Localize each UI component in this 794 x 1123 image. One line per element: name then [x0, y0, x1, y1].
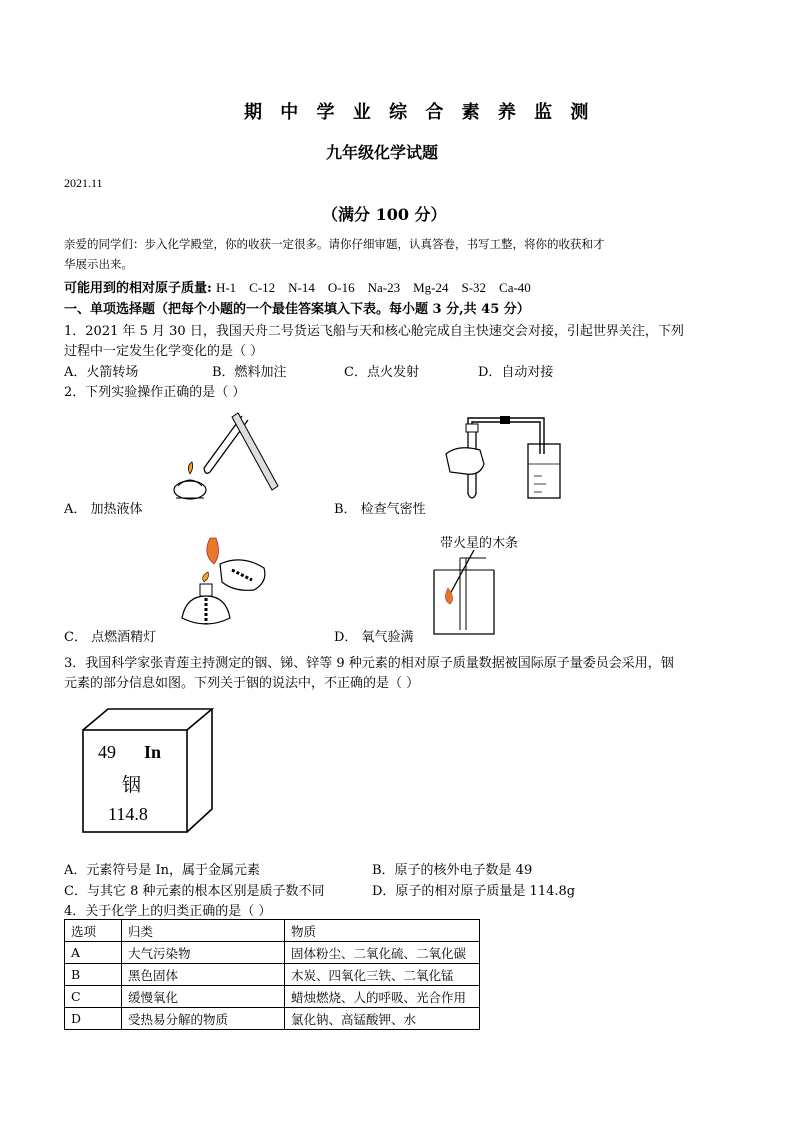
q2-option-b[interactable]: B． 检查气密性 — [334, 502, 426, 517]
table-cell: D — [65, 1008, 122, 1030]
table-cell: 大气污染物 — [122, 942, 285, 964]
q1-option-a[interactable]: A．火箭转场 — [64, 365, 139, 380]
table-cell: 受热易分解的物质 — [122, 1008, 285, 1030]
section-heading: 一、单项选择题（把每个小题的一个最佳答案填入下表。每小题 3 分,共 45 分） — [64, 302, 530, 317]
q4-stem: 4．关于化学上的归类正确的是（ ） — [64, 904, 272, 919]
table-header-row — [65, 920, 480, 942]
table-cell: 固体粉尘、二氧化硫、二氧化碳 — [285, 942, 480, 964]
q2-option-a[interactable]: A． 加热液体 — [64, 502, 143, 517]
element-card-frame — [82, 708, 214, 834]
oxygen-test-illustration — [430, 550, 502, 638]
table-cell: 氯化钠、高锰酸钾、水 — [285, 1008, 480, 1030]
table-header-cell: 选项 — [65, 920, 122, 942]
atomic-masses-label: 可能用到的相对原子质量: — [64, 281, 212, 296]
atomic-masses-values: H-1 C-12 N-14 O-16 Na-23 Mg-24 S-32 Ca-40 — [215, 280, 531, 295]
element-symbol: In — [144, 742, 162, 762]
q2-option-c[interactable]: C． 点燃酒精灯 — [64, 630, 157, 645]
table-cell: A — [65, 942, 122, 964]
q1-option-b[interactable]: B．燃料加注 — [212, 365, 287, 380]
q1-stem-line-1: 1．2021 年 5 月 30 日，我国天舟二号货运飞船与天和核心舱完成自主快速交会对接，引起世界关注，下列 — [64, 324, 684, 339]
element-name: 铟 — [122, 774, 142, 796]
table-cell: 木炭、四氧化三铁、二氧化锰 — [285, 964, 480, 986]
q2-stem: 2．下列实验操作正确的是（ ） — [64, 385, 246, 400]
table-cell: B — [65, 964, 122, 986]
q1-option-d[interactable]: D．自动对接 — [478, 365, 554, 380]
q1-stem-line-2: 过程中一定发生化学变化的是（ ） — [64, 344, 264, 359]
atomic-masses — [64, 277, 531, 296]
alcohol-lamp-illustration — [176, 534, 276, 634]
q3-option-d[interactable]: D．原子的相对原子质量是 114.8g — [372, 884, 576, 899]
table-cell: 缓慢氧化 — [122, 986, 285, 1008]
glowing-splint-label: 带火星的木条 — [440, 536, 519, 551]
exam-date: 2021.11 — [64, 176, 103, 190]
classification-table — [64, 919, 480, 1030]
q3-option-b[interactable]: B．原子的核外电子数是 49 — [372, 863, 533, 878]
table-cell: 黑色固体 — [122, 964, 285, 986]
intro-line-1: 亲爱的同学们：步入化学殿堂，你的收获一定很多。请你仔细审题，认真答卷，书写工整，将你的收获和才 — [64, 237, 605, 251]
heating-liquid-illustration — [168, 408, 280, 508]
table-row — [65, 964, 480, 986]
q1-option-c[interactable]: C．点火发射 — [344, 365, 419, 380]
full-score: （满分 100 分） — [322, 205, 447, 224]
q3-stem-line-2: 元素的部分信息如图。下列关于铟的说法中，不正确的是（ ） — [64, 676, 420, 691]
q3-option-c[interactable]: C．与其它 8 种元素的根本区别是质子数不同 — [64, 884, 325, 899]
table-header-cell: 归类 — [122, 920, 285, 942]
exam-subtitle: 九年级化学试题 — [326, 143, 439, 162]
q3-stem-line-1: 3．我国科学家张青莲主持测定的铟、锑、锌等 9 种元素的相对原子质量数据被国际原子量委员会采用，铟 — [64, 656, 674, 671]
element-number: 49 — [98, 742, 116, 762]
table-cell: C — [65, 986, 122, 1008]
table-header-cell: 物质 — [285, 920, 480, 942]
table-row — [65, 1008, 480, 1030]
table-row — [65, 942, 480, 964]
element-mass: 114.8 — [108, 804, 148, 824]
gas-tightness-illustration — [440, 414, 570, 506]
element-card — [82, 708, 214, 834]
table-cell: 蜡烛燃烧、人的呼吸、光合作用 — [285, 986, 480, 1008]
page-title: 期 中 学 业 综 合 素 养 监 测 — [244, 102, 595, 123]
q3-option-a[interactable]: A．元素符号是 In，属于金属元素 — [64, 863, 261, 878]
intro-line-2: 华展示出来。 — [64, 257, 133, 271]
table-row — [65, 986, 480, 1008]
q2-option-d[interactable]: D． 氧气验满 — [334, 630, 414, 645]
